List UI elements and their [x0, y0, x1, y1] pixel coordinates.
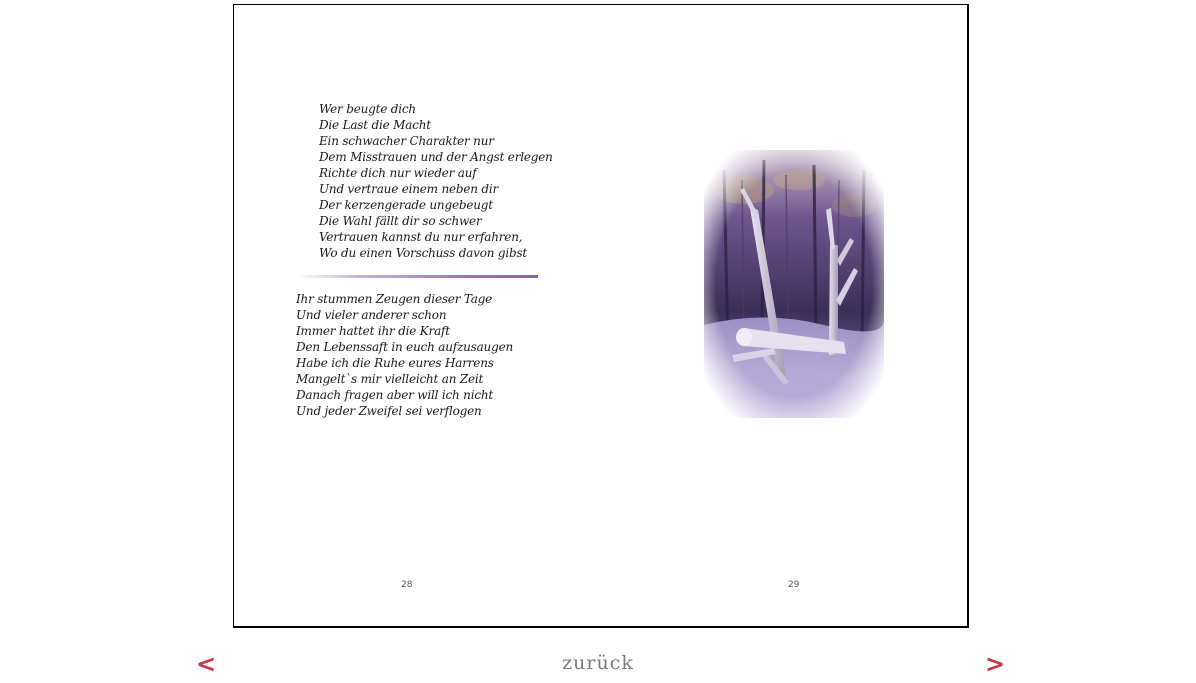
- page-number-right: 29: [788, 580, 800, 590]
- poem-line: Wer beugte dich: [319, 102, 416, 116]
- next-page-button[interactable]: >: [985, 650, 1006, 678]
- poem-line: Die Wahl fällt dir so schwer: [319, 214, 482, 228]
- back-link[interactable]: zurück: [562, 652, 634, 674]
- poem-line: Immer hattet ihr die Kraft: [296, 324, 450, 338]
- poem-line: Mangelt`s mir vielleicht an Zeit: [296, 372, 484, 386]
- poem-line: Und jeder Zweifel sei verflogen: [296, 404, 482, 418]
- dead-trees-forest-photo: [704, 150, 884, 418]
- section-divider: [297, 275, 538, 278]
- poem-line: Habe ich die Ruhe eures Harrens: [296, 356, 494, 370]
- poem-line: Richte dich nur wieder auf: [319, 166, 477, 180]
- poem-line: Die Last die Macht: [319, 118, 431, 132]
- poem-line: Und vertraue einem neben dir: [319, 182, 499, 196]
- poem-line: Und vieler anderer schon: [296, 308, 447, 322]
- poem-lower: [296, 291, 513, 419]
- poem-line: Den Lebenssaft in euch aufzusaugen: [296, 340, 513, 354]
- book-spread: [233, 4, 969, 628]
- poem-line: Danach fragen aber will ich nicht: [296, 388, 494, 402]
- page-number-left: 28: [401, 580, 413, 590]
- poem-line: Ein schwacher Charakter nur: [319, 134, 494, 148]
- poem-upper: [319, 101, 553, 261]
- poem-line: Wo du einen Vorschuss davon gibst: [319, 246, 528, 260]
- poem-line: Dem Misstrauen und der Angst erlegen: [319, 150, 553, 164]
- previous-page-button[interactable]: <: [196, 650, 217, 678]
- poem-line: Vertrauen kannst du nur erfahren,: [319, 230, 523, 244]
- poem-line: Der kerzengerade ungebeugt: [319, 198, 493, 212]
- poem-line: Ihr stummen Zeugen dieser Tage: [296, 292, 493, 306]
